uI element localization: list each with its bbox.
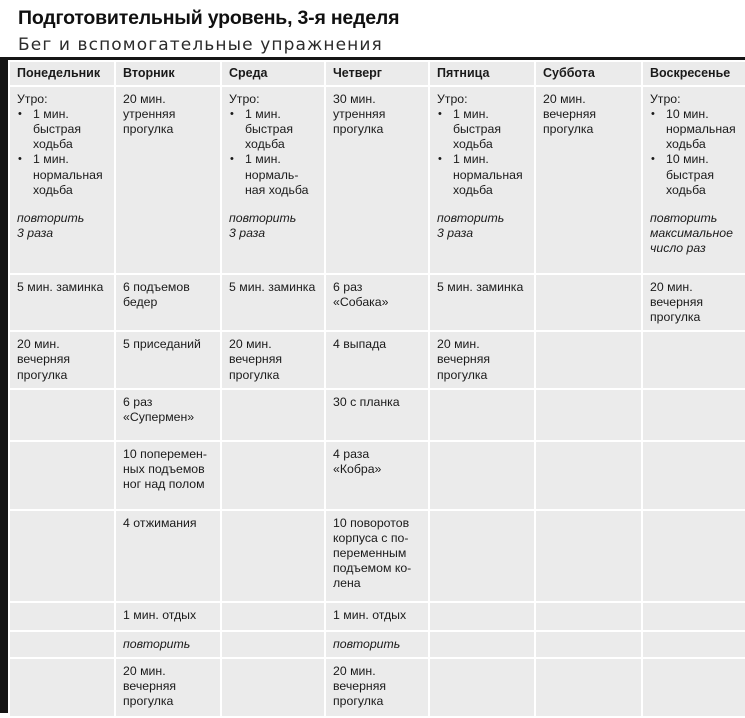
cell-repeat-note: повторить bbox=[123, 636, 191, 651]
cell-sunday-r1 bbox=[643, 87, 745, 273]
document-header bbox=[0, 0, 745, 57]
cell-thursday-r2 bbox=[326, 275, 428, 330]
cell-tuesday-r6 bbox=[116, 511, 220, 601]
cell-bullet-list bbox=[229, 107, 318, 198]
table-header-row bbox=[10, 62, 745, 85]
table-row bbox=[10, 632, 745, 657]
table-row bbox=[10, 332, 745, 387]
table-row bbox=[10, 442, 745, 509]
cell-text: 20 мин. вечерняя прогулка bbox=[650, 280, 704, 325]
cell-thursday-r8 bbox=[326, 632, 428, 657]
cell-saturday-r9 bbox=[536, 659, 641, 716]
cell-text: 30 мин. утренняя прогулка bbox=[333, 92, 386, 137]
cell-wednesday-r3 bbox=[222, 332, 324, 387]
cell-saturday-r1 bbox=[536, 87, 641, 273]
column-header-tuesday: Вторник bbox=[116, 62, 220, 85]
cell-sunday-r5 bbox=[643, 442, 745, 509]
cell-text: 1 мин. отдых bbox=[333, 607, 407, 622]
cell-text: 10 поворотов корпуса с по-переменным подъемом ко-лена bbox=[333, 515, 412, 591]
cell-repeat-note: повторить 3 раза bbox=[17, 210, 85, 240]
cell-text: Утро: bbox=[17, 92, 48, 107]
list-item: • 1 мин. нормальная ходьба bbox=[17, 152, 108, 197]
cell-text: 6 раз «Супермен» bbox=[123, 394, 195, 424]
cell-saturday-r3 bbox=[536, 332, 641, 387]
cell-wednesday-r9 bbox=[222, 659, 324, 716]
cell-text: Утро: bbox=[229, 92, 260, 107]
column-header-monday: Понедельник bbox=[10, 62, 114, 85]
cell-monday-r3 bbox=[10, 332, 114, 387]
table-row bbox=[10, 603, 745, 630]
cell-text: 20 мин. вечерняя прогулка bbox=[333, 663, 387, 708]
cell-text: 5 мин. заминка bbox=[437, 280, 524, 295]
cell-tuesday-r4 bbox=[116, 390, 220, 440]
cell-sunday-r7 bbox=[643, 603, 745, 630]
cell-friday-r2 bbox=[430, 275, 534, 330]
cell-thursday-r1 bbox=[326, 87, 428, 273]
column-header-wednesday: Среда bbox=[222, 62, 324, 85]
cell-saturday-r4 bbox=[536, 390, 641, 440]
cell-monday-r9 bbox=[10, 659, 114, 716]
cell-repeat-note: повторить bbox=[333, 636, 401, 651]
cell-friday-r9 bbox=[430, 659, 534, 716]
cell-text: 4 выпада bbox=[333, 337, 387, 352]
table-row bbox=[10, 87, 745, 273]
cell-sunday-r4 bbox=[643, 390, 745, 440]
cell-text: 10 поперемен-ных подъемов ног над полом bbox=[123, 446, 207, 491]
cell-sunday-r9 bbox=[643, 659, 745, 716]
cell-text: 4 отжимания bbox=[123, 515, 197, 530]
cell-sunday-r2 bbox=[643, 275, 745, 330]
cell-saturday-r5 bbox=[536, 442, 641, 509]
table-row bbox=[10, 390, 745, 440]
cell-bullet-list bbox=[17, 107, 108, 198]
cell-tuesday-r7 bbox=[116, 603, 220, 630]
cell-text: 20 мин. вечерняя прогулка bbox=[437, 337, 491, 382]
page-subtitle: Бег и вспомогательные упражнения bbox=[18, 35, 383, 55]
list-item: • 1 мин. быстрая ходьба bbox=[229, 107, 318, 152]
cell-friday-r6 bbox=[430, 511, 534, 601]
cell-sunday-r8 bbox=[643, 632, 745, 657]
cell-tuesday-r5 bbox=[116, 442, 220, 509]
list-item: • 1 мин. нормальная ходьба bbox=[437, 152, 528, 197]
cell-thursday-r9 bbox=[326, 659, 428, 716]
cell-text: 1 мин. отдых bbox=[123, 607, 197, 622]
cell-friday-r8 bbox=[430, 632, 534, 657]
cell-thursday-r7 bbox=[326, 603, 428, 630]
cell-monday-r4 bbox=[10, 390, 114, 440]
cell-friday-r4 bbox=[430, 390, 534, 440]
cell-wednesday-r1 bbox=[222, 87, 324, 273]
cell-text: 20 мин. вечерняя прогулка bbox=[17, 337, 71, 382]
cell-saturday-r7 bbox=[536, 603, 641, 630]
list-item: • 1 мин. быстрая ходьба bbox=[437, 107, 528, 152]
table-row bbox=[10, 659, 745, 716]
cell-wednesday-r8 bbox=[222, 632, 324, 657]
cell-thursday-r4 bbox=[326, 390, 428, 440]
left-black-spine bbox=[0, 57, 8, 713]
cell-wednesday-r4 bbox=[222, 390, 324, 440]
table-row bbox=[10, 275, 745, 330]
cell-thursday-r6 bbox=[326, 511, 428, 601]
cell-thursday-r3 bbox=[326, 332, 428, 387]
cell-tuesday-r1 bbox=[116, 87, 220, 273]
cell-text: 4 раза «Кобра» bbox=[333, 446, 382, 476]
list-item: • 10 мин. быстрая ходьба bbox=[650, 152, 745, 197]
cell-friday-r1 bbox=[430, 87, 534, 273]
cell-text: 5 мин. заминка bbox=[229, 280, 316, 295]
column-header-thursday: Четверг bbox=[326, 62, 428, 85]
weekly-schedule-table bbox=[8, 60, 745, 718]
page-title: Подготовительный уровень, 3-я неделя bbox=[18, 7, 400, 29]
cell-friday-r5 bbox=[430, 442, 534, 509]
cell-text: 5 приседаний bbox=[123, 337, 201, 352]
cell-saturday-r2 bbox=[536, 275, 641, 330]
cell-text: Утро: bbox=[437, 92, 468, 107]
cell-saturday-r6 bbox=[536, 511, 641, 601]
list-item: • 1 мин. быстрая ходьба bbox=[17, 107, 108, 152]
cell-monday-r6 bbox=[10, 511, 114, 601]
table-row bbox=[10, 511, 745, 601]
cell-monday-r1 bbox=[10, 87, 114, 273]
cell-text: 20 мин. вечерняя прогулка bbox=[543, 92, 597, 137]
cell-sunday-r6 bbox=[643, 511, 745, 601]
cell-tuesday-r9 bbox=[116, 659, 220, 716]
cell-bullet-list bbox=[650, 107, 745, 198]
cell-monday-r7 bbox=[10, 603, 114, 630]
cell-monday-r5 bbox=[10, 442, 114, 509]
cell-wednesday-r2 bbox=[222, 275, 324, 330]
cell-text: 6 подъемов бедер bbox=[123, 280, 190, 310]
cell-wednesday-r5 bbox=[222, 442, 324, 509]
cell-repeat-note: повторить 3 раза bbox=[229, 210, 297, 240]
cell-monday-r2 bbox=[10, 275, 114, 330]
column-header-saturday: Суббота bbox=[536, 62, 641, 85]
list-item: • 10 мин. нормальная ходьба bbox=[650, 107, 745, 152]
column-header-sunday: Воскресенье bbox=[643, 62, 745, 85]
cell-text: 20 мин. вечерняя прогулка bbox=[229, 337, 283, 382]
column-header-friday: Пятница bbox=[430, 62, 534, 85]
cell-text: 20 мин. утренняя прогулка bbox=[123, 92, 176, 137]
cell-wednesday-r6 bbox=[222, 511, 324, 601]
list-item: • 1 мин. нормаль-ная ходьба bbox=[229, 152, 318, 197]
cell-repeat-note: повторить максимальное число раз bbox=[650, 210, 733, 255]
cell-friday-r3 bbox=[430, 332, 534, 387]
cell-tuesday-r3 bbox=[116, 332, 220, 387]
cell-text: Утро: bbox=[650, 92, 681, 107]
cell-sunday-r3 bbox=[643, 332, 745, 387]
cell-tuesday-r2 bbox=[116, 275, 220, 330]
cell-text: 6 раз «Собака» bbox=[333, 280, 389, 310]
cell-text: 20 мин. вечерняя прогулка bbox=[123, 663, 177, 708]
cell-text: 30 с планка bbox=[333, 394, 400, 409]
cell-repeat-note: повторить 3 раза bbox=[437, 210, 505, 240]
cell-tuesday-r8 bbox=[116, 632, 220, 657]
cell-bullet-list bbox=[437, 107, 528, 198]
cell-saturday-r8 bbox=[536, 632, 641, 657]
cell-monday-r8 bbox=[10, 632, 114, 657]
cell-thursday-r5 bbox=[326, 442, 428, 509]
cell-friday-r7 bbox=[430, 603, 534, 630]
cell-wednesday-r7 bbox=[222, 603, 324, 630]
cell-text: 5 мин. заминка bbox=[17, 280, 104, 295]
